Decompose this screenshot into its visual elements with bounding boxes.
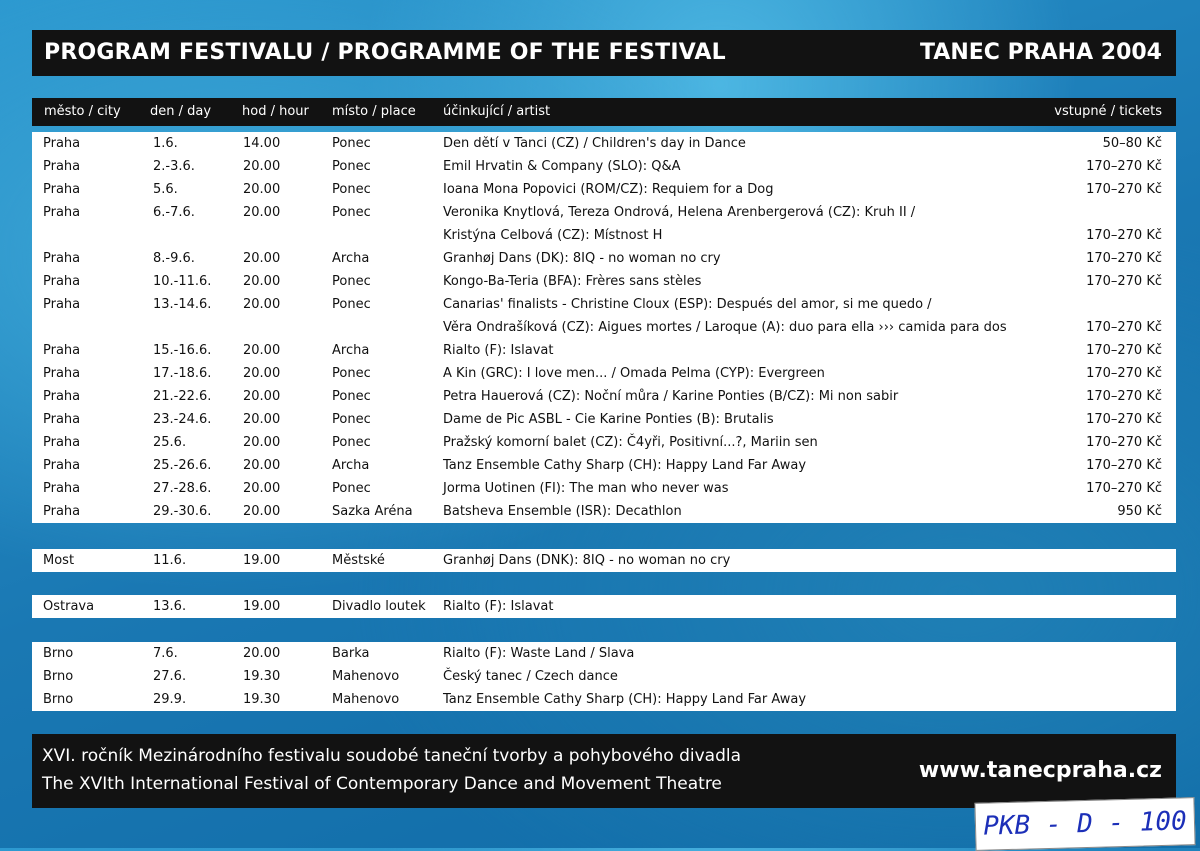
- cell-place: Ponec: [332, 182, 371, 197]
- cell-hour: 19.00: [243, 553, 281, 568]
- cell-artist: Tanz Ensemble Cathy Sharp (CH): Happy Land Far Away: [443, 458, 807, 473]
- table-row: [32, 408, 1176, 431]
- cell-artist: Kristýna Celbová (CZ): Místnost H: [443, 228, 663, 243]
- table-row: [32, 431, 1176, 454]
- most-schedule: [32, 549, 1176, 572]
- cell-tickets: 170–270 Kč: [1086, 343, 1162, 358]
- cell-hour: 19.30: [243, 669, 281, 684]
- cell-artist: Jorma Uotinen (FI): The man who never was: [443, 481, 729, 496]
- cell-hour: 20.00: [243, 159, 281, 174]
- cell-place: Archa: [332, 343, 370, 358]
- cell-place: Barka: [332, 646, 370, 661]
- cell-tickets: 170–270 Kč: [1086, 366, 1162, 381]
- cell-artist: Věra Ondrašíková (CZ): Aigues mortes / Laroque (A): duo para ella ››› camida para dos: [443, 320, 1007, 335]
- cell-artist: Pražský komorní balet (CZ): Č4yři, Positivní...?, Mariin sen: [443, 435, 818, 450]
- table-row: [32, 293, 1176, 316]
- cell-hour: 14.00: [243, 136, 281, 151]
- table-row: [32, 178, 1176, 201]
- cell-place: Ponec: [332, 159, 371, 174]
- cell-day: 15.-16.6.: [153, 343, 212, 358]
- footer-english-text: The XVIth International Festival of Contemporary Dance and Movement Theatre: [42, 774, 722, 794]
- ostrava-schedule: [32, 595, 1176, 618]
- cell-tickets: 170–270 Kč: [1086, 412, 1162, 427]
- cell-place: Mahenovo: [332, 669, 400, 684]
- cell-city: Praha: [43, 389, 81, 404]
- cell-day: 23.-24.6.: [153, 412, 212, 427]
- cell-place: Sazka Aréna: [332, 504, 413, 519]
- table-row: [32, 339, 1176, 362]
- cell-day: 25.6.: [153, 435, 187, 450]
- cell-artist: Veronika Knytlová, Tereza Ondrová, Helena Arenbergerová (CZ): Kruh II /: [443, 205, 916, 220]
- cell-artist: Granhøj Dans (DK): 8IQ - no woman no cry: [443, 251, 721, 266]
- cell-city: Praha: [43, 205, 81, 220]
- table-row: [32, 665, 1176, 688]
- cell-hour: 20.00: [243, 251, 281, 266]
- cell-city: Praha: [43, 435, 81, 450]
- cell-day: 7.6.: [153, 646, 178, 661]
- cell-city: Praha: [43, 504, 81, 519]
- cell-artist: Ioana Mona Popovici (ROM/CZ): Requiem for a Dog: [443, 182, 774, 197]
- cell-tickets: 950 Kč: [1117, 504, 1162, 519]
- cell-day: 2.-3.6.: [153, 159, 195, 174]
- cell-day: 13.-14.6.: [153, 297, 212, 312]
- cell-city: Brno: [43, 669, 74, 684]
- cell-place: Mahenovo: [332, 692, 400, 707]
- table-row: [32, 477, 1176, 500]
- cell-hour: 20.00: [243, 389, 281, 404]
- cell-city: Brno: [43, 692, 74, 707]
- cell-day: 11.6.: [153, 553, 187, 568]
- table-row: [32, 201, 1176, 224]
- table-row: [32, 385, 1176, 408]
- cell-city: Praha: [43, 412, 81, 427]
- table-row: [32, 595, 1176, 618]
- cell-artist: Batsheva Ensemble (ISR): Decathlon: [443, 504, 682, 519]
- table-row: [32, 500, 1176, 523]
- cell-artist: Emil Hrvatin & Company (SLO): Q&A: [443, 159, 681, 174]
- cell-day: 21.-22.6.: [153, 389, 212, 404]
- cell-artist: Tanz Ensemble Cathy Sharp (CH): Happy Land Far Away: [443, 692, 807, 707]
- cell-day: 5.6.: [153, 182, 178, 197]
- cell-artist: Granhøj Dans (DNK): 8IQ - no woman no cry: [443, 553, 731, 568]
- header-day: den / day: [150, 104, 212, 119]
- table-row: [32, 688, 1176, 711]
- cell-day: 25.-26.6.: [153, 458, 212, 473]
- cell-artist: Dame de Pic ASBL - Cie Karine Ponties (B): Brutalis: [443, 412, 774, 427]
- cell-hour: 20.00: [243, 274, 281, 289]
- cell-city: Praha: [43, 297, 81, 312]
- cell-place: Ponec: [332, 412, 371, 427]
- cell-city: Praha: [43, 458, 81, 473]
- cell-place: Archa: [332, 251, 370, 266]
- cell-artist: Český tanec / Czech dance: [443, 669, 618, 684]
- cell-city: Most: [43, 553, 75, 568]
- table-row: [32, 642, 1176, 665]
- archive-stamp: PKB - D - 100: [974, 797, 1195, 851]
- cell-day: 17.-18.6.: [153, 366, 212, 381]
- cell-artist: Kongo-Ba-Teria (BFA): Frères sans stèles: [443, 274, 702, 289]
- table-row: [32, 155, 1176, 178]
- cell-place: Ponec: [332, 136, 371, 151]
- table-row: [32, 224, 1176, 247]
- cell-tickets: 170–270 Kč: [1086, 159, 1162, 174]
- cell-tickets: 170–270 Kč: [1086, 320, 1162, 335]
- cell-day: 27.6.: [153, 669, 187, 684]
- cell-hour: 20.00: [243, 481, 281, 496]
- cell-city: Praha: [43, 159, 81, 174]
- cell-artist: Rialto (F): Islavat: [443, 599, 554, 614]
- cell-tickets: 170–270 Kč: [1086, 458, 1162, 473]
- cell-place: Ponec: [332, 435, 371, 450]
- program-title: PROGRAM FESTIVALU / PROGRAMME OF THE FESTIVAL: [44, 40, 726, 65]
- header-artist: účinkující / artist: [443, 104, 551, 119]
- cell-city: Praha: [43, 481, 81, 496]
- table-row: [32, 247, 1176, 270]
- table-header: [32, 98, 1176, 126]
- cell-hour: 19.00: [243, 599, 281, 614]
- cell-tickets: 170–270 Kč: [1086, 251, 1162, 266]
- website-link[interactable]: www.tanecpraha.cz: [918, 758, 1162, 783]
- header-hour: hod / hour: [242, 104, 309, 119]
- table-row: [32, 454, 1176, 477]
- cell-tickets: 170–270 Kč: [1086, 435, 1162, 450]
- cell-city: Praha: [43, 182, 81, 197]
- title-bar: [32, 30, 1176, 76]
- brno-schedule: [32, 642, 1176, 711]
- cell-day: 29.9.: [153, 692, 187, 707]
- cell-city: Brno: [43, 646, 74, 661]
- cell-day: 29.-30.6.: [153, 504, 212, 519]
- cell-hour: 20.00: [243, 366, 281, 381]
- cell-place: Archa: [332, 458, 370, 473]
- cell-hour: 20.00: [243, 182, 281, 197]
- cell-artist: Rialto (F): Islavat: [443, 343, 554, 358]
- cell-place: Ponec: [332, 274, 371, 289]
- cell-city: Ostrava: [43, 599, 95, 614]
- cell-tickets: 170–270 Kč: [1086, 182, 1162, 197]
- cell-artist: A Kin (GRC): I love men... / Omada Pelma (CYP): Evergreen: [443, 366, 825, 381]
- cell-tickets: 170–270 Kč: [1086, 274, 1162, 289]
- cell-city: Praha: [43, 251, 81, 266]
- cell-hour: 20.00: [243, 646, 281, 661]
- footer-czech-text: XVI. ročník Mezinárodního festivalu soudobé taneční tvorby a pohybového divadla: [42, 746, 742, 766]
- cell-hour: 20.00: [243, 297, 281, 312]
- praha-schedule: [32, 132, 1176, 523]
- cell-city: Praha: [43, 136, 81, 151]
- cell-city: Praha: [43, 366, 81, 381]
- table-row: [32, 316, 1176, 339]
- cell-day: 8.-9.6.: [153, 251, 195, 266]
- cell-day: 13.6.: [153, 599, 187, 614]
- cell-day: 10.-11.6.: [153, 274, 212, 289]
- cell-place: Ponec: [332, 297, 371, 312]
- header-tickets: vstupné / tickets: [1054, 104, 1162, 119]
- table-row: [32, 270, 1176, 293]
- cell-place: Ponec: [332, 366, 371, 381]
- header-place: místo / place: [332, 104, 416, 119]
- cell-hour: 20.00: [243, 343, 281, 358]
- cell-artist: Den dětí v Tanci (CZ) / Children's day in Dance: [443, 136, 746, 151]
- cell-tickets: 170–270 Kč: [1086, 228, 1162, 243]
- cell-tickets: 50–80 Kč: [1102, 136, 1162, 151]
- table-row: [32, 362, 1176, 385]
- cell-day: 6.-7.6.: [153, 205, 195, 220]
- cell-hour: 19.30: [243, 692, 281, 707]
- festival-name: TANEC PRAHA 2004: [920, 40, 1162, 65]
- cell-hour: 20.00: [243, 205, 281, 220]
- cell-place: Ponec: [332, 389, 371, 404]
- cell-city: Praha: [43, 343, 81, 358]
- cell-place: Městské: [332, 553, 385, 568]
- table-row: [32, 549, 1176, 572]
- cell-artist: Rialto (F): Waste Land / Slava: [443, 646, 635, 661]
- cell-tickets: 170–270 Kč: [1086, 389, 1162, 404]
- table-row: [32, 132, 1176, 155]
- cell-tickets: 170–270 Kč: [1086, 481, 1162, 496]
- cell-place: Ponec: [332, 205, 371, 220]
- footer-bar: [32, 734, 1176, 808]
- cell-hour: 20.00: [243, 458, 281, 473]
- cell-hour: 20.00: [243, 412, 281, 427]
- cell-day: 1.6.: [153, 136, 178, 151]
- cell-place: Divadlo loutek: [332, 599, 426, 614]
- header-city: město / city: [44, 104, 121, 119]
- cell-hour: 20.00: [243, 504, 281, 519]
- cell-hour: 20.00: [243, 435, 281, 450]
- cell-artist: Canarias' finalists - Christine Cloux (ESP): Después del amor, si me quedo /: [443, 297, 932, 312]
- cell-place: Ponec: [332, 481, 371, 496]
- cell-artist: Petra Hauerová (CZ): Noční můra / Karine Ponties (B/CZ): Mi non sabir: [443, 389, 899, 404]
- cell-city: Praha: [43, 274, 81, 289]
- cell-day: 27.-28.6.: [153, 481, 212, 496]
